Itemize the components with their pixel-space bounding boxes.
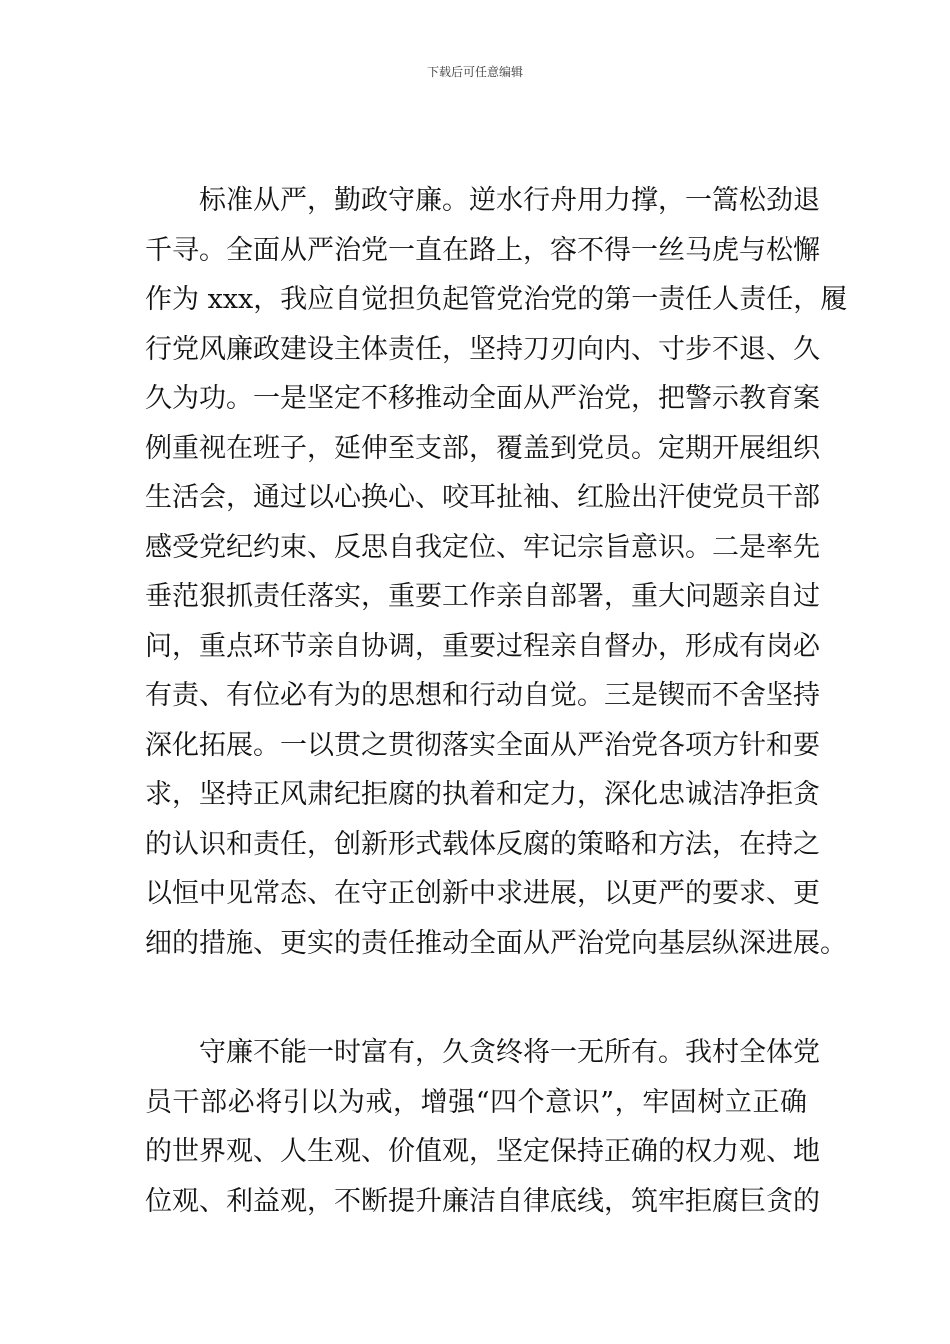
text-line: 守廉不能一时富有，久贪终将一无所有。我村全体党 <box>199 1037 820 1068</box>
text-line: 求，坚持正风肃纪拒腐的执着和定力，深化忠诚洁净拒贪 <box>145 779 820 810</box>
text-line: 千寻。全面从严治党一直在路上，容不得一丝马虎与松懈 <box>145 234 820 266</box>
text-line: 垂范狠抓责任落实，重要工作亲自部署，重大问题亲自过 <box>145 581 820 612</box>
text-line: 位观、利益观，不断提升廉洁自律底线，筑牢拒腐巨贪的 <box>145 1185 820 1217</box>
text-line: 久为功。一是坚定不移推动全面从严治党，把警示教育案 <box>145 383 820 414</box>
paragraph-2 <box>145 1028 820 1226</box>
text-line: 行党风廉政建设主体责任，坚持刀刃向内、寸步不退、久 <box>145 333 820 365</box>
text-line: 问，重点环节亲自协调，重要过程亲自督办，形成有岗必 <box>145 630 820 662</box>
text-line: 生活会，通过以心换心、咬耳扯袖、红脸出汗使党员干部 <box>145 482 820 513</box>
text-line: 以恒中见常态、在守正创新中求进展，以更严的要求、更 <box>145 878 820 909</box>
text-line: 作为 xxx，我应自觉担负起管党治党的第一责任人责任，履 <box>145 284 848 315</box>
text-line: 员干部必将引以为戒，增强“四个意识”，牢固树立正确 <box>145 1086 807 1118</box>
text-line: 的世界观、人生观、价值观，坚定保持正确的权力观、地 <box>145 1136 820 1167</box>
text-line: 例重视在班子，延伸至支部，覆盖到党员。定期开展组织 <box>145 432 820 464</box>
paragraph-spacer <box>145 968 807 1028</box>
text-line: 细的措施、更实的责任推动全面从严治党向基层纵深进展。 <box>145 927 847 959</box>
text-line: 感受党纪约束、反思自我定位、牢记宗旨意识。二是率先 <box>145 531 820 563</box>
text-line: 有责、有位必有为的思想和行动自觉。三是锲而不舍坚持 <box>145 680 820 711</box>
page-header: 下载后可任意编辑 <box>426 65 523 79</box>
text-line: 深化拓展。一以贯之贯彻落实全面从严治党各项方针和要 <box>145 729 820 761</box>
document-body <box>145 176 848 1226</box>
text-line: 的认识和责任，创新形式载体反腐的策略和方法，在持之 <box>145 828 820 860</box>
paragraph-1 <box>145 176 848 968</box>
text-line: 标准从严，勤政守廉。逆水行舟用力撑，一篙松劲退 <box>199 185 820 216</box>
